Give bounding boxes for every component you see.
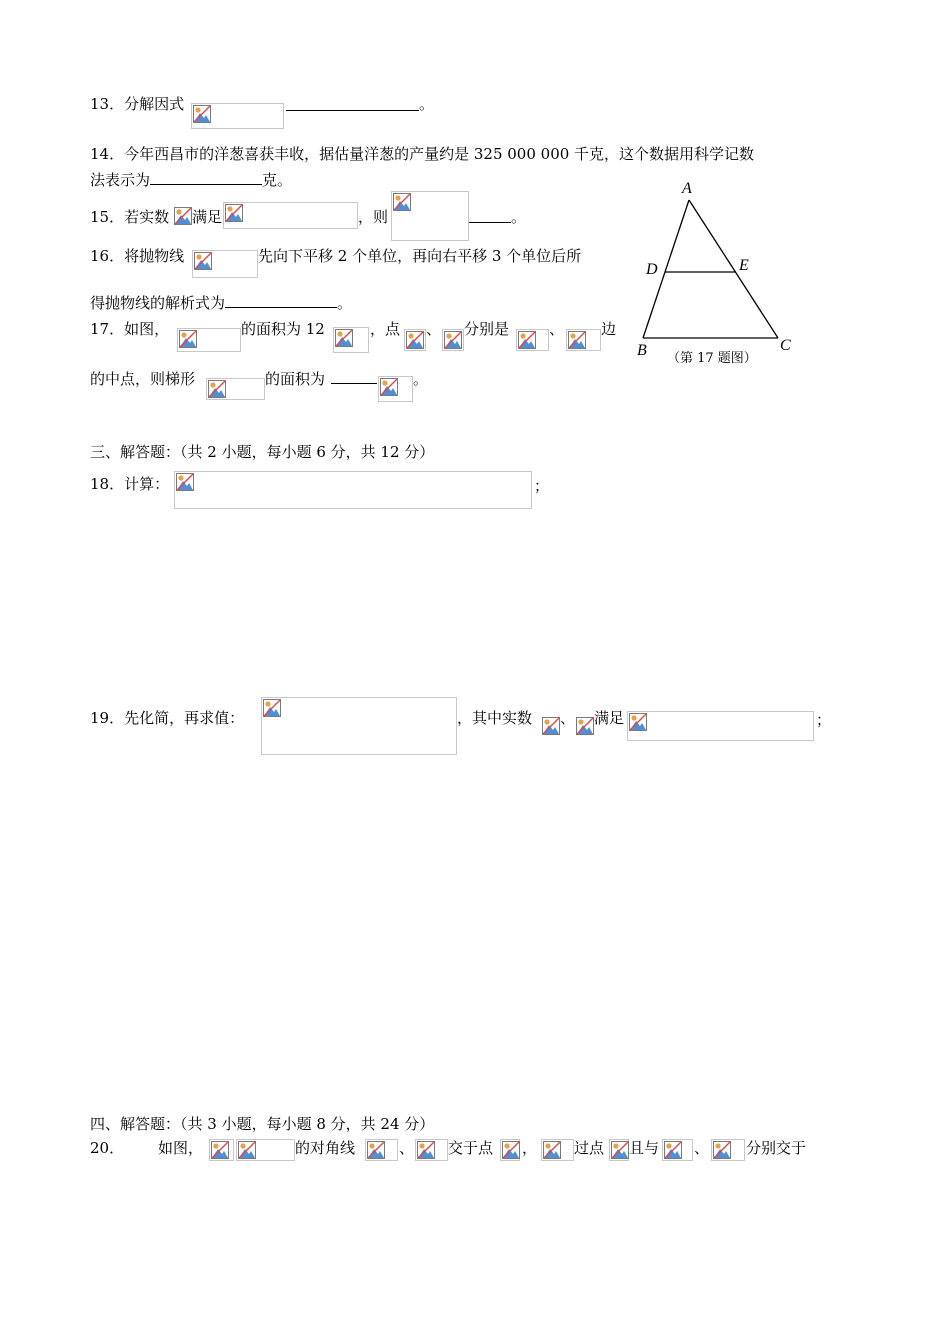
vertex-label-d: D xyxy=(646,261,658,278)
answer-blank xyxy=(469,222,511,223)
q14-text: 法表示为 xyxy=(90,171,151,189)
q20-label-c: 、 xyxy=(399,1139,415,1157)
broken-image-icon xyxy=(211,1141,229,1159)
formula-image xyxy=(442,329,464,351)
section-3-title: 三、解答题：（共 2 小题，每小题 6 分，共 12 分） xyxy=(90,443,435,461)
q19-label-b: ，其中实数 xyxy=(457,709,533,727)
broken-image-icon xyxy=(393,193,411,211)
formula-image xyxy=(174,471,532,509)
q17-line2b: 的面积为 xyxy=(265,370,326,388)
broken-image-icon xyxy=(406,331,424,349)
formula-image xyxy=(261,697,457,755)
broken-image-icon xyxy=(208,380,226,398)
broken-image-icon xyxy=(611,1141,629,1159)
q17-label-f: 、 xyxy=(549,320,565,338)
formula-image xyxy=(662,1139,693,1161)
q20-label-h: 、 xyxy=(694,1139,710,1157)
formula-image xyxy=(209,1139,234,1161)
question-13 xyxy=(90,94,184,114)
formula-image xyxy=(500,1139,520,1161)
broken-image-icon xyxy=(576,717,594,735)
broken-image-icon xyxy=(629,713,647,731)
q17-tail: 。 xyxy=(413,370,429,388)
broken-image-icon xyxy=(179,330,197,348)
q20-label-b: 的对角线 xyxy=(295,1139,356,1157)
broken-image-icon xyxy=(193,105,211,123)
formula-image xyxy=(206,378,265,400)
broken-image-icon xyxy=(238,1141,256,1159)
formula-image xyxy=(541,1139,574,1161)
q13-label: 13．分解因式 xyxy=(90,95,185,113)
formula-image xyxy=(609,1139,629,1161)
formula-image xyxy=(177,328,241,352)
broken-image-icon xyxy=(713,1141,731,1159)
q16-text: 得抛物线的解析式为 xyxy=(90,294,226,312)
broken-image-icon xyxy=(380,378,398,396)
formula-image xyxy=(404,329,426,351)
q20-number: 20． xyxy=(90,1139,125,1157)
q19-label-d: 满足 xyxy=(594,709,625,727)
q17-label-b: 的面积为 12 xyxy=(241,320,325,338)
q17-label-c: ，点 xyxy=(370,320,401,338)
q20-label-e: ， xyxy=(522,1139,538,1157)
formula-image xyxy=(711,1139,745,1161)
q15-label-b: 满足 xyxy=(192,208,223,226)
q16-tail: 。 xyxy=(337,294,353,312)
broken-image-icon xyxy=(225,204,243,222)
formula-image xyxy=(566,329,601,351)
formula-image xyxy=(333,327,369,353)
formula-image xyxy=(391,191,469,241)
q18-tail: ； xyxy=(534,477,550,495)
q17-label-e: 分别是 xyxy=(464,320,510,338)
q15-tail: 。 xyxy=(511,208,527,226)
vertex-label-a: A xyxy=(682,180,692,197)
broken-image-icon xyxy=(367,1141,385,1159)
answer-blank xyxy=(225,293,337,308)
side-ac xyxy=(689,200,778,338)
answer-blank xyxy=(331,383,377,384)
broken-image-icon xyxy=(335,329,353,347)
formula-image xyxy=(236,1139,295,1161)
formula-image xyxy=(627,711,814,741)
q20-label-a: 如图， xyxy=(158,1139,204,1157)
formula-image xyxy=(192,250,258,278)
broken-image-icon xyxy=(502,1141,520,1159)
q17-label-d: 、 xyxy=(426,320,442,338)
broken-image-icon xyxy=(194,252,212,270)
q19-label-a: 19．先化简，再求值： xyxy=(90,709,245,727)
formula-image xyxy=(516,329,549,351)
q13-tail: 。 xyxy=(419,95,435,113)
formula-image xyxy=(378,376,413,402)
answer-blank xyxy=(286,110,419,111)
q17-label-g: 边 xyxy=(601,320,617,338)
q20-label-g: 且与 xyxy=(629,1139,660,1157)
q19-tail: ； xyxy=(816,711,832,729)
vertex-label-c: C xyxy=(780,337,791,354)
formula-image xyxy=(223,202,358,229)
formula-image xyxy=(191,103,284,129)
broken-image-icon xyxy=(518,331,536,349)
q16-label-a: 16．将抛物线 xyxy=(90,247,185,265)
figure-caption: （第 17 题图） xyxy=(667,351,757,366)
formula-image xyxy=(365,1139,398,1161)
vertex-label-b: B xyxy=(637,342,647,359)
broken-image-icon xyxy=(444,331,462,349)
broken-image-icon xyxy=(176,473,194,491)
broken-image-icon xyxy=(417,1141,435,1159)
q16-label-b: 先向下平移 2 个单位，再向右平移 3 个单位后所 xyxy=(258,247,582,265)
q18-label: 18．计算： xyxy=(90,475,170,493)
q15-label-c: ，则 xyxy=(358,208,389,226)
section-4-title: 四、解答题：（共 3 小题，每小题 8 分，共 24 分） xyxy=(90,1115,435,1133)
q19-label-c: 、 xyxy=(560,709,576,727)
question-14-line2 xyxy=(90,170,292,190)
vertex-label-e: E xyxy=(739,257,749,274)
q20-label-d: 交于点 xyxy=(448,1139,494,1157)
question-16-line2 xyxy=(90,293,352,313)
broken-image-icon xyxy=(568,331,586,349)
question-14-line1: 14．今年西昌市的洋葱喜获丰收，据估量洋葱的产量约是 325 000 000 千克，这个数据用科学记数 xyxy=(90,145,755,163)
formula-image xyxy=(415,1139,448,1161)
q20-label-i: 分别交于 xyxy=(746,1139,807,1157)
q14-tail: 克。 xyxy=(262,171,293,189)
q15-label-a: 15．若实数 xyxy=(90,208,170,226)
answer-blank xyxy=(150,170,262,185)
broken-image-icon xyxy=(263,699,281,717)
broken-image-icon xyxy=(174,207,192,225)
q20-label-f: 过点 xyxy=(574,1139,605,1157)
q17-line2a: 的中点，则梯形 xyxy=(90,370,196,388)
broken-image-icon xyxy=(543,1141,561,1159)
broken-image-icon xyxy=(664,1141,682,1159)
q17-label-a: 17．如图， xyxy=(90,320,170,338)
broken-image-icon xyxy=(542,717,560,735)
